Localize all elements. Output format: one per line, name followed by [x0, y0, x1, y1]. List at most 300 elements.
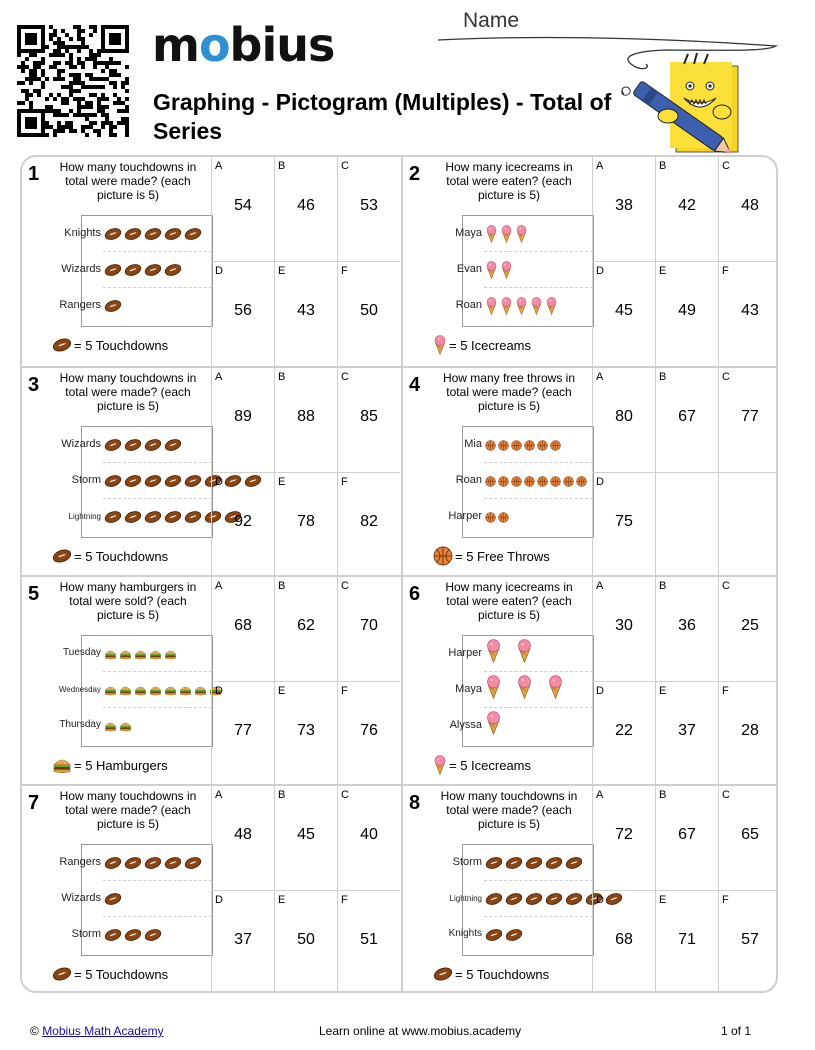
basketball-icon: [485, 440, 496, 451]
question-cell: [401, 157, 778, 366]
answer-value: 45: [297, 826, 315, 843]
answer-value: 37: [234, 931, 252, 948]
answer-value: 36: [678, 617, 696, 634]
answer-option-a[interactable]: [592, 577, 655, 681]
football-icon: [104, 856, 122, 870]
football-icon: [164, 474, 182, 488]
answer-letter: C: [722, 789, 730, 801]
football-icon: [164, 438, 182, 452]
hamburger-icon: [104, 721, 117, 732]
question-grid: [20, 155, 778, 993]
answer-letter: F: [722, 265, 729, 277]
mascot-illustration: [610, 50, 745, 155]
answer-option-c[interactable]: [337, 157, 400, 261]
answer-option-e[interactable]: [274, 261, 337, 366]
football-icon: [485, 856, 503, 870]
answer-value: 88: [297, 408, 315, 425]
football-icon: [184, 227, 202, 241]
answer-value: 56: [234, 302, 252, 319]
football-icon: [565, 856, 583, 870]
answer-letter: D: [215, 476, 223, 488]
answer-letter: C: [722, 160, 730, 172]
icecream-icon: [547, 675, 564, 699]
hamburger-icon: [104, 649, 117, 660]
basketball-icon: [485, 512, 496, 523]
pictogram-row: [39, 845, 216, 881]
football-icon: [525, 892, 543, 906]
question-number: 8: [409, 792, 421, 814]
answer-option-b[interactable]: [655, 786, 718, 890]
answer-choices: [592, 577, 778, 786]
empty-answer-slot: [718, 472, 778, 577]
football-icon: [505, 928, 523, 942]
answer-letter: D: [215, 894, 223, 906]
answer-option-a[interactable]: [211, 368, 274, 472]
page-title: Graphing - Pictogram (Multiples) - Total of Series: [153, 89, 612, 144]
football-icon: [104, 299, 122, 313]
football-icon: [144, 856, 162, 870]
answer-option-b[interactable]: [274, 786, 337, 890]
football-icon: [144, 928, 162, 942]
copyright-symbol: ©: [30, 1024, 39, 1038]
pictogram-row: [420, 499, 597, 535]
pictogram-row-label: Lightning: [68, 512, 101, 521]
football-icon: [124, 263, 142, 277]
name-label: Name: [463, 9, 520, 32]
mobius-academy-link[interactable]: Mobius Math Academy: [42, 1024, 164, 1038]
icecream-icon: [530, 297, 543, 315]
answer-value: 68: [615, 931, 633, 948]
pictogram-row: [420, 288, 597, 324]
icecream-icon: [516, 675, 533, 699]
pictogram-row: [420, 463, 597, 499]
answer-option-b[interactable]: [274, 577, 337, 681]
football-icon: [104, 892, 122, 906]
hamburger-icon: [149, 649, 162, 660]
icecream-icon: [500, 225, 513, 243]
pictogram-row-label: Knights: [64, 227, 101, 239]
answer-value: 73: [297, 722, 315, 739]
pictogram-row: [39, 288, 216, 324]
answer-letter: F: [341, 476, 348, 488]
football-icon: [104, 263, 122, 277]
answer-option-c[interactable]: [718, 368, 778, 472]
answer-value: 67: [678, 826, 696, 843]
pictogram-key: [52, 963, 168, 985]
pictogram: [419, 844, 577, 956]
football-icon: [545, 856, 563, 870]
pictogram-key-label: = 5 Touchdowns: [74, 966, 169, 982]
icecream-icon: [485, 225, 498, 243]
answer-letter: A: [596, 580, 604, 592]
question-cell: [22, 784, 401, 993]
pictogram-row-label: Roan: [455, 474, 482, 486]
answer-option-d[interactable]: [211, 472, 274, 577]
icecream-icon: [485, 297, 498, 315]
answer-letter: B: [659, 371, 667, 383]
answer-value: 89: [234, 408, 252, 425]
basketball-icon: [563, 476, 574, 487]
answer-letter: E: [278, 265, 286, 277]
pictogram-frame: [59, 844, 213, 956]
icecream-icon: [485, 711, 502, 735]
answer-letter: F: [722, 894, 729, 906]
basketball-icon: [485, 476, 496, 487]
hamburger-icon: [164, 649, 177, 660]
answer-option-d[interactable]: [592, 472, 655, 577]
pictogram-frame: [61, 426, 213, 538]
pictogram-key-label: = 5 Icecreams: [449, 337, 532, 353]
answer-option-b[interactable]: [655, 157, 718, 261]
football-icon: [565, 892, 583, 906]
question-cell: [401, 366, 778, 575]
answer-letter: F: [341, 894, 348, 906]
pictogram-row-label: Wizards: [61, 263, 101, 275]
answer-value: 50: [297, 931, 315, 948]
pictogram-row-label: Rangers: [59, 299, 101, 311]
question-cell: [22, 366, 401, 575]
football-icon: [124, 474, 142, 488]
icecream-icon: [515, 297, 528, 315]
answer-value: 76: [360, 722, 378, 739]
answer-value: 28: [741, 722, 759, 739]
answer-option-f[interactable]: [337, 261, 400, 366]
question-number: 7: [28, 792, 40, 814]
icecream-icon: [515, 225, 528, 243]
pictogram: [38, 215, 196, 327]
answer-option-b[interactable]: [655, 368, 718, 472]
answer-value: 57: [741, 931, 759, 948]
answer-letter: B: [659, 580, 667, 592]
answer-option-d[interactable]: [592, 681, 655, 786]
pictogram-row: [39, 427, 216, 463]
answer-option-e[interactable]: [274, 890, 337, 993]
empty-answer-slot: [655, 472, 718, 577]
football-icon: [104, 474, 122, 488]
answer-value: 70: [360, 617, 378, 634]
answer-value: 80: [615, 408, 633, 425]
answer-option-f[interactable]: [718, 261, 778, 366]
basketball-icon: [576, 476, 587, 487]
answer-letter: D: [596, 894, 604, 906]
answer-option-a[interactable]: [211, 786, 274, 890]
answer-letter: A: [596, 371, 604, 383]
pictogram-row-label: Wizards: [61, 438, 101, 450]
basketball-icon: [537, 440, 548, 451]
football-icon: [485, 892, 503, 906]
pictogram-row: [420, 881, 597, 917]
answer-letter: E: [659, 894, 667, 906]
icecream-icon: [500, 297, 513, 315]
football-icon: [184, 510, 202, 524]
football-icon: [525, 856, 543, 870]
answer-option-b[interactable]: [655, 577, 718, 681]
answer-letter: E: [659, 265, 667, 277]
answer-option-c[interactable]: [718, 577, 778, 681]
answer-letter: A: [215, 371, 223, 383]
answer-letter: A: [596, 789, 604, 801]
football-icon: [124, 928, 142, 942]
answer-choices: [211, 577, 401, 786]
answer-letter: E: [659, 685, 667, 697]
basketball-icon: [511, 476, 522, 487]
basketball-icon: [550, 476, 561, 487]
question-number: 4: [409, 374, 421, 396]
pictogram-row: [39, 881, 216, 917]
pictogram-frame: [455, 215, 594, 327]
pictogram: [419, 635, 577, 747]
pictogram-row-label: Maya: [455, 683, 482, 695]
question-number: 5: [28, 583, 40, 605]
answer-option-c[interactable]: [337, 368, 400, 472]
football-icon: [433, 966, 453, 982]
football-icon: [164, 263, 182, 277]
pictogram-row-label: Lightning: [449, 894, 482, 903]
pictogram-row-label: Wednesday: [58, 685, 101, 694]
pictogram-row: [420, 845, 597, 881]
football-icon: [144, 510, 162, 524]
question-text: How many touchdowns in total were made? (each picture is 5): [59, 160, 197, 202]
answer-letter: F: [722, 685, 729, 697]
question-text: How many touchdowns in total were made? (each picture is 5): [440, 789, 578, 831]
hamburger-icon: [119, 649, 132, 660]
basketball-icon: [511, 440, 522, 451]
pictogram-frame: [59, 215, 213, 327]
answer-option-d[interactable]: [592, 261, 655, 366]
answer-value: 22: [615, 722, 633, 739]
football-icon: [164, 227, 182, 241]
question-number: 3: [28, 374, 40, 396]
question-cell: [22, 575, 401, 784]
answer-option-f[interactable]: [337, 472, 400, 577]
answer-letter: C: [341, 371, 349, 383]
answer-value: 68: [234, 617, 252, 634]
answer-letter: B: [659, 160, 667, 172]
hamburger-icon: [149, 685, 162, 696]
basketball-icon: [524, 476, 535, 487]
pictogram-row-label: Evan: [456, 263, 482, 275]
answer-letter: E: [278, 476, 286, 488]
answer-letter: B: [659, 789, 667, 801]
hamburger-icon: [179, 685, 192, 696]
answer-value: 30: [615, 617, 633, 634]
answer-letter: B: [278, 580, 286, 592]
pictogram-row-label: Harper: [448, 647, 482, 659]
question-number: 1: [28, 163, 40, 185]
football-icon: [104, 510, 122, 524]
pictogram: [38, 426, 196, 538]
answer-letter: D: [596, 685, 604, 697]
answer-option-e[interactable]: [655, 890, 718, 993]
answer-option-d[interactable]: [211, 681, 274, 786]
answer-option-d[interactable]: [211, 890, 274, 993]
basketball-icon: [498, 512, 509, 523]
answer-choices: [592, 786, 778, 993]
answer-option-e[interactable]: [274, 681, 337, 786]
answer-letter: A: [215, 580, 223, 592]
question-cell: [22, 157, 401, 366]
answer-letter: D: [596, 265, 604, 277]
answer-letter: D: [215, 265, 223, 277]
basketball-icon: [550, 440, 561, 451]
football-icon: [104, 928, 122, 942]
answer-letter: D: [215, 685, 223, 697]
answer-option-f[interactable]: [718, 890, 778, 993]
footer-copyright: [30, 1024, 164, 1038]
answer-value: 42: [678, 197, 696, 214]
answer-value: 92: [234, 513, 252, 530]
answer-choices: [592, 157, 778, 366]
answer-option-a[interactable]: [592, 368, 655, 472]
answer-option-d[interactable]: [211, 261, 274, 366]
pictogram-key-label: = 5 Free Throws: [455, 548, 550, 564]
hamburger-icon: [119, 685, 132, 696]
basketball-icon: [498, 476, 509, 487]
pictogram-row: [39, 672, 216, 708]
pictogram-key-label: = 5 Hamburgers: [74, 757, 168, 773]
answer-option-f[interactable]: [337, 681, 400, 786]
answer-value: 50: [360, 302, 378, 319]
pictogram-key-label: = 5 Icecreams: [449, 757, 532, 773]
icecream-icon: [485, 675, 502, 699]
football-icon: [52, 337, 72, 353]
question-number: 2: [409, 163, 421, 185]
answer-option-b[interactable]: [274, 157, 337, 261]
answer-choices: [592, 368, 778, 577]
answer-option-b[interactable]: [274, 368, 337, 472]
pictogram-key-label: = 5 Touchdowns: [455, 966, 550, 982]
football-icon: [124, 856, 142, 870]
pictogram-row-label: Harper: [448, 510, 482, 522]
answer-letter: E: [278, 894, 286, 906]
pictogram-row-label: Storm: [71, 928, 101, 940]
answer-option-a[interactable]: [211, 157, 274, 261]
icecream-icon: [485, 639, 502, 663]
answer-option-a[interactable]: [592, 786, 655, 890]
pictogram-row-label: Roan: [455, 299, 482, 311]
answer-option-e[interactable]: [274, 472, 337, 577]
answer-choices: [211, 157, 401, 366]
answer-letter: A: [215, 789, 223, 801]
answer-letter: C: [341, 580, 349, 592]
pictogram-frame: [448, 635, 594, 747]
answer-letter: B: [278, 160, 286, 172]
answer-value: 51: [360, 931, 378, 948]
hamburger-icon: [134, 685, 147, 696]
answer-option-d[interactable]: [592, 890, 655, 993]
answer-value: 53: [360, 197, 378, 214]
icecream-icon: [485, 261, 498, 279]
answer-value: 37: [678, 722, 696, 739]
answer-value: 48: [234, 826, 252, 843]
answer-value: 78: [297, 513, 315, 530]
football-icon: [144, 438, 162, 452]
pictogram-key: [433, 963, 549, 985]
pictogram-row: [39, 216, 216, 252]
football-icon: [124, 510, 142, 524]
answer-letter: E: [278, 685, 286, 697]
pictogram-row-label: Storm: [452, 856, 482, 868]
question-text: How many icecreams in total were eaten? (each picture is 5): [445, 580, 573, 622]
answer-letter: C: [722, 371, 730, 383]
hamburger-icon: [194, 685, 207, 696]
answer-option-c[interactable]: [337, 786, 400, 890]
hamburger-icon: [52, 757, 72, 774]
answer-value: 43: [297, 302, 315, 319]
icecream-icon: [433, 755, 447, 775]
answer-choices: [211, 786, 401, 993]
pictogram-row: [39, 917, 216, 953]
question-text: How many hamburgers in total were sold? (each picture is 5): [59, 580, 197, 622]
answer-option-a[interactable]: [592, 157, 655, 261]
answer-option-f[interactable]: [718, 681, 778, 786]
football-icon: [545, 892, 563, 906]
footer-page-number: 1 of 1: [721, 1024, 752, 1038]
football-icon: [144, 227, 162, 241]
answer-value: 54: [234, 197, 252, 214]
pictogram-key-label: = 5 Touchdowns: [74, 548, 169, 564]
answer-value: 72: [615, 826, 633, 843]
football-icon: [184, 474, 202, 488]
pictogram-row-label: Tuesday: [63, 647, 101, 658]
answer-option-c[interactable]: [337, 577, 400, 681]
pictogram: [38, 844, 196, 956]
pictogram-row-label: Storm: [71, 474, 101, 486]
pictogram-row: [39, 499, 216, 535]
answer-option-f[interactable]: [337, 890, 400, 993]
answer-option-e[interactable]: [655, 261, 718, 366]
mobius-logo: mobius: [152, 18, 335, 72]
answer-option-a[interactable]: [211, 577, 274, 681]
answer-value: 77: [234, 722, 252, 739]
pictogram-row: [420, 252, 597, 288]
answer-value: 77: [741, 408, 759, 425]
football-icon: [164, 856, 182, 870]
answer-letter: B: [278, 371, 286, 383]
answer-option-c[interactable]: [718, 786, 778, 890]
answer-value: 67: [678, 408, 696, 425]
icecream-icon: [516, 639, 533, 663]
pictogram-key: [433, 334, 531, 356]
answer-letter: C: [341, 160, 349, 172]
answer-letter: F: [341, 685, 348, 697]
icecream-icon: [500, 261, 513, 279]
pictogram: [38, 635, 196, 747]
pictogram-key: [52, 334, 168, 356]
icecream-icon: [545, 297, 558, 315]
pictogram-row: [420, 216, 597, 252]
answer-option-c[interactable]: [718, 157, 778, 261]
answer-option-e[interactable]: [655, 681, 718, 786]
answer-letter: B: [278, 789, 286, 801]
pictogram-row: [39, 636, 216, 672]
basketball-icon: [524, 440, 535, 451]
football-icon: [505, 892, 523, 906]
answer-value: 82: [360, 513, 378, 530]
pictogram-row: [420, 672, 597, 708]
football-icon: [144, 474, 162, 488]
pictogram: [419, 215, 577, 327]
pictogram-key: [433, 545, 550, 567]
answer-value: 25: [741, 617, 759, 634]
answer-value: 46: [297, 197, 315, 214]
footer-center-text: Learn online at www.mobius.academy: [319, 1024, 522, 1038]
answer-letter: C: [722, 580, 730, 592]
pictogram-row-label: Rangers: [59, 856, 101, 868]
answer-value: 49: [678, 302, 696, 319]
answer-letter: A: [596, 160, 604, 172]
answer-choices: [211, 368, 401, 577]
